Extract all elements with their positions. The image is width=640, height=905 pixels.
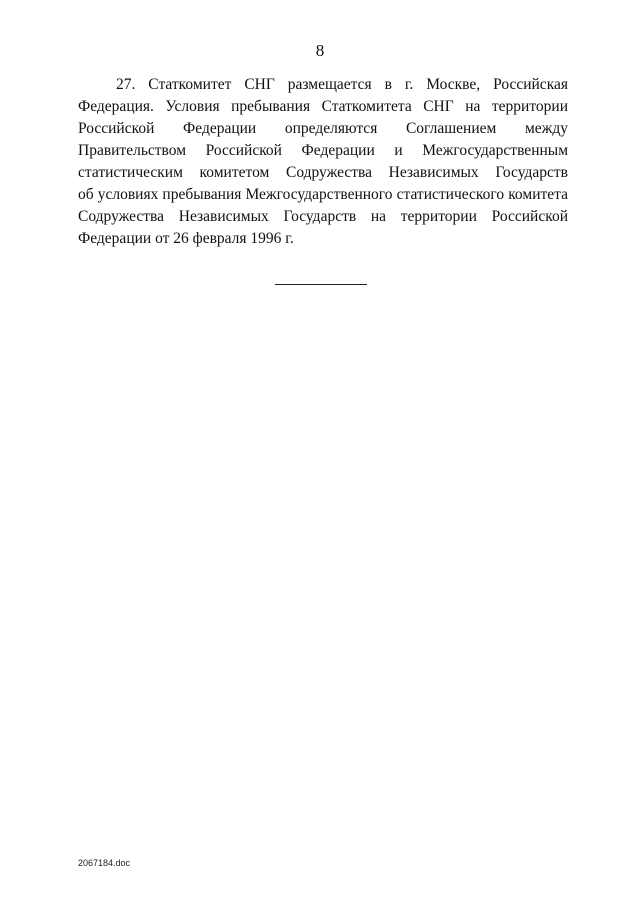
- page-number: 8: [315, 41, 325, 60]
- paragraph-line: 27. Статкомитет СНГ размещается в г. Москве, Российская: [116, 76, 568, 93]
- paragraph-line: Федерации от 26 февраля 1996 г.: [78, 230, 294, 247]
- file-name-footer: 2067184.doc: [78, 858, 131, 868]
- paragraph-27: [78, 74, 568, 250]
- paragraph-line: Правительством Российской Федерации и Межгосударственным: [78, 142, 568, 159]
- paragraph-line: Содружества Независимых Государств на территории Российской: [78, 208, 568, 225]
- paragraph-line: статистическим комитетом Содружества Независимых Государств: [78, 164, 568, 181]
- paragraph-line: об условиях пребывания Межгосударственного статистического комитета: [78, 186, 568, 203]
- end-of-document-rule: [275, 284, 367, 285]
- paragraph-line: Федерация. Условия пребывания Статкомитета СНГ на территории: [78, 98, 568, 115]
- paragraph-line: Российской Федерации определяются Соглашением между: [78, 120, 568, 137]
